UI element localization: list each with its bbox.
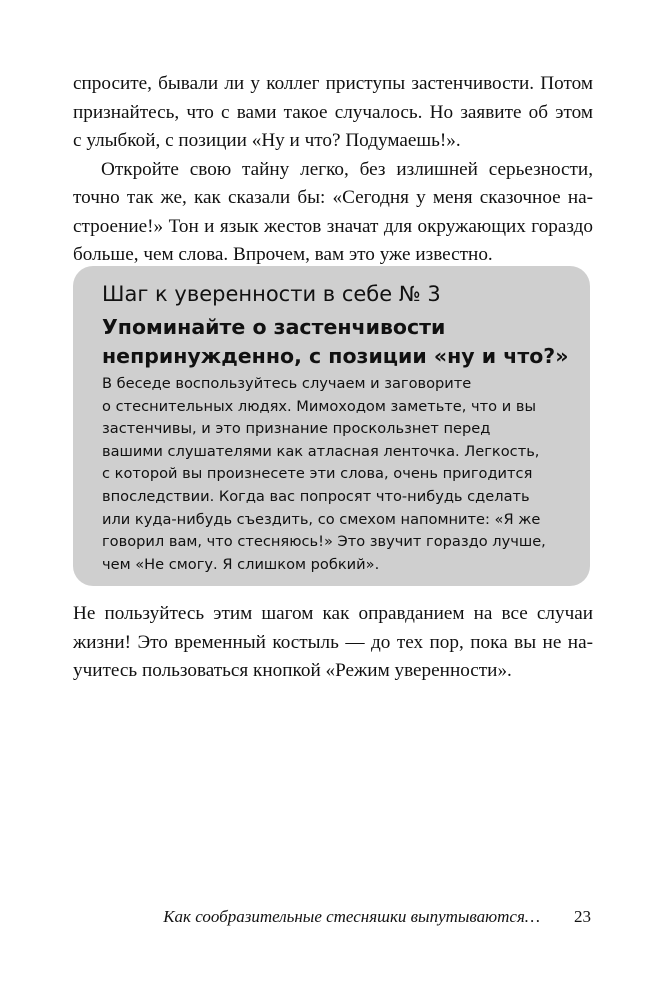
callout-body-line: впоследствии. Когда вас попросят что-нибудь сделать bbox=[102, 487, 530, 505]
page-number: 23 bbox=[574, 907, 591, 926]
callout-body-line: вашими слушателями как атласная ленточка. Легкость, bbox=[102, 442, 540, 460]
text-line: учитесь пользоваться кнопкой «Режим уверенности». bbox=[73, 660, 512, 681]
callout-heading: Шаг к уверенности в себе № 3 bbox=[102, 282, 441, 306]
text-line: жизни! Это временный костыль — до тех пор, пока вы не на- bbox=[73, 631, 593, 653]
callout-body-line: застенчивы, и это признание проскользнет перед bbox=[102, 420, 491, 438]
text-line: спросите, бывали ли у коллег приступы застенчивости. Потом bbox=[73, 73, 593, 94]
callout-body-line: с которой вы произнесете эти слова, очень пригодится bbox=[102, 465, 533, 483]
callout-title-line: Упоминайте о застенчивости bbox=[102, 315, 446, 339]
callout-title bbox=[102, 313, 572, 371]
text-line: с улыбкой, с позиции «Ну и что? Подумаешь!». bbox=[73, 130, 461, 151]
bottom-paragraph bbox=[73, 600, 593, 686]
text-line: больше, чем слова. Впрочем, вам это уже известно. bbox=[73, 244, 493, 265]
callout-body-line: В беседе воспользуйтесь случаем и заговорите bbox=[102, 375, 472, 392]
callout-title-line: непринужденно, с позиции «ну и что?» bbox=[102, 344, 569, 368]
text-line: Не пользуйтесь этим шагом как оправданием на все случаи bbox=[73, 603, 593, 624]
callout-body-line: говорил вам, что стесняюсь!» Это звучит гораздо лучше, bbox=[102, 533, 546, 551]
text-line: признайтесь, что с вами такое случалось. Но заявите об этом bbox=[73, 101, 593, 123]
text-line: строение!» Тон и язык жестов значат для окружающих гораздо bbox=[73, 215, 593, 237]
callout-body bbox=[102, 373, 572, 576]
text-line: точно так же, как сказали бы: «Сегодня у меня сказочное на- bbox=[73, 187, 593, 208]
callout-body-line: о стеснительных людях. Мимоходом заметьте, что и вы bbox=[102, 397, 537, 415]
callout-body-line: чем «Не смогу. Я слишком робкий». bbox=[102, 555, 380, 573]
text-line: Откройте свою тайну легко, без излишней серьезности, bbox=[101, 158, 593, 180]
running-title: Как сообразительные стесняшки выпутываются… bbox=[163, 907, 540, 926]
callout-box bbox=[73, 266, 590, 586]
callout-body-line: или куда-нибудь съездить, со смехом напомните: «Я же bbox=[102, 510, 541, 528]
top-paragraph bbox=[73, 70, 593, 270]
